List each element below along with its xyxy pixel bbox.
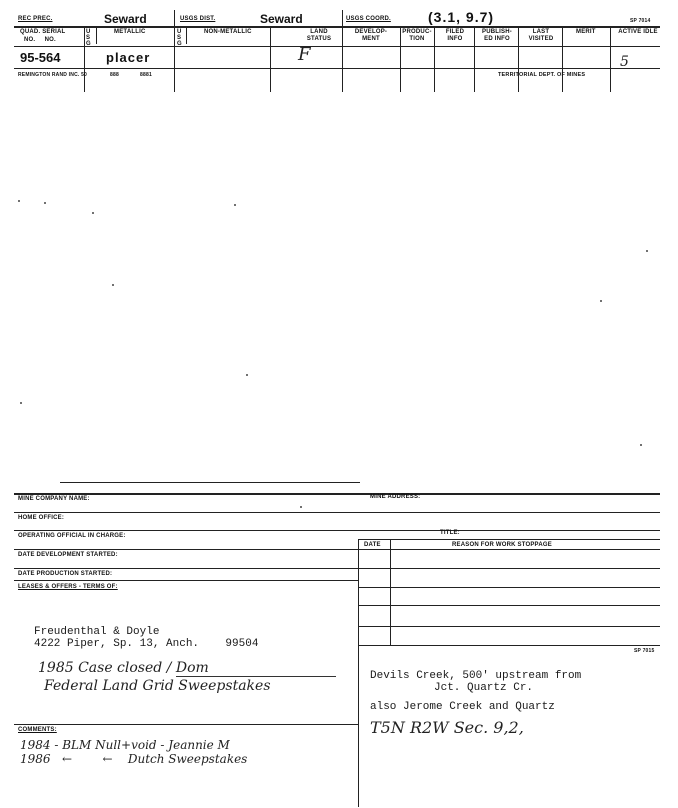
- title-label: TITLE:: [440, 530, 460, 536]
- col-non-metallic: NON-METALLIC: [204, 29, 252, 35]
- mine-company-name-label: MINE COMPANY NAME:: [18, 496, 90, 502]
- col-div-5: [400, 26, 401, 92]
- location-line-2: Jct. Quartz Cr.: [434, 682, 534, 694]
- active-mark: 5: [620, 54, 629, 70]
- reason-col-label: REASON FOR WORK STOPPAGE: [452, 542, 552, 548]
- company-rule-top: [60, 482, 360, 483]
- col-active-idle: ACTIVE IDLE: [618, 29, 658, 35]
- printer-code-2: 8881: [140, 72, 152, 78]
- speck: [300, 506, 302, 508]
- col-div-u1: [96, 26, 97, 44]
- col-div-u2: [186, 26, 187, 44]
- leases-line-2: 4222 Piper, Sp. 13, Anch. 99504: [34, 638, 259, 650]
- speck: [600, 300, 602, 302]
- company-rule: [14, 493, 660, 495]
- official-rule: [14, 530, 660, 531]
- stoppage-row-3: [358, 626, 660, 627]
- record-metallic: placer: [106, 50, 151, 65]
- speck: [44, 202, 46, 204]
- form-code: SP 7014: [630, 18, 651, 24]
- form-code-2: SP 7015: [634, 648, 655, 654]
- operating-official-label: OPERATING OFFICIAL IN CHARGE:: [18, 533, 126, 539]
- col-div-7: [474, 26, 475, 92]
- leases-handwriting-2: Federal Land Grid Sweepstakes: [44, 678, 271, 694]
- usgs-dist-value: Seward: [260, 12, 303, 26]
- usgs-u-right: U S G: [177, 29, 182, 47]
- usgs-dist-label: USGS DIST.: [180, 16, 216, 22]
- stoppage-row-2: [358, 605, 660, 606]
- col-div-4: [342, 10, 343, 92]
- mid-divider: [358, 539, 359, 807]
- col-div-1: [84, 26, 85, 92]
- leases-line-1: Freudenthal & Doyle: [34, 626, 160, 638]
- col-div-3: [270, 26, 271, 92]
- col-metallic: METALLIC: [114, 29, 146, 35]
- printer-code: REMINGTON RAND INC. 50: [18, 72, 88, 78]
- col-div-10: [610, 26, 611, 92]
- leases-rule: [14, 580, 358, 581]
- speck: [246, 374, 248, 376]
- usgs-coord-label: USGS COORD.: [346, 16, 391, 22]
- header-top-rule: [14, 26, 660, 28]
- comments-handwriting-2: 1986 ← ← Dutch Sweepstakes: [20, 752, 248, 766]
- speck: [20, 402, 22, 404]
- record-row-top: [14, 46, 660, 47]
- speck: [234, 204, 236, 206]
- stoppage-row-4: [358, 645, 660, 646]
- speck: [18, 200, 20, 202]
- col-production: PRODUC- TION: [402, 29, 432, 42]
- speck: [640, 444, 642, 446]
- date-prod-started-label: DATE PRODUCTION STARTED:: [18, 571, 113, 577]
- comments-handwriting-1: 1984 - BLM Null+void - Jeannie M: [20, 738, 230, 752]
- record-row-bottom: [14, 68, 660, 69]
- usgs-coord-value: (3.1, 9.7): [428, 9, 495, 25]
- col-merit: MERIT: [576, 29, 596, 35]
- col-no-no: NO. NO.: [24, 37, 56, 43]
- dev-started-rule: [14, 549, 660, 550]
- date-col-divider: [390, 539, 391, 645]
- record-serial: 95-564: [20, 50, 61, 65]
- col-last-visited: LAST VISITED: [528, 29, 554, 42]
- col-development: DEVELOP- MENT: [354, 29, 388, 42]
- prod-started-rule: [14, 568, 660, 569]
- territorial-dept: TERRITORIAL DEPT. OF MINES: [498, 72, 586, 78]
- location-line-3: also Jerome Creek and Quartz: [370, 701, 555, 713]
- col-div-2: [174, 10, 175, 92]
- col-filed-info: FILED INFO: [445, 29, 465, 42]
- home-office-label: HOME OFFICE:: [18, 515, 65, 521]
- rec-prec-value: Seward: [104, 12, 147, 26]
- speck: [112, 284, 114, 286]
- comments-rule: [14, 724, 358, 725]
- date-col-label: DATE: [364, 542, 381, 548]
- col-published-info: PUBLISH- ED INFO: [482, 29, 512, 42]
- col-div-8: [518, 26, 519, 92]
- rec-prec-label: REC PREC.: [18, 16, 53, 22]
- printer-code-1: 888: [110, 72, 119, 78]
- col-div-9: [562, 26, 563, 92]
- leases-offers-label: LEASES & OFFERS - TERMS OF:: [18, 584, 118, 590]
- col-land-status: LAND STATUS: [306, 29, 332, 42]
- date-dev-started-label: DATE DEVELOPMENT STARTED:: [18, 552, 118, 558]
- col-div-6: [434, 26, 435, 92]
- comments-label: COMMENTS:: [18, 727, 57, 733]
- speck: [646, 250, 648, 252]
- usgs-u-left: U S G: [86, 29, 91, 47]
- location-line-1: Devils Creek, 500' upstream from: [370, 670, 582, 682]
- stoppage-header-rule: [358, 539, 660, 540]
- location-handwriting: T5N R2W Sec. 9,2,: [370, 718, 524, 737]
- leases-handwriting-1: 1985 Case closed / Dom: [38, 660, 209, 676]
- home-office-rule: [14, 512, 660, 513]
- col-quad-serial: QUAD. SERIAL: [20, 29, 66, 35]
- speck: [92, 212, 94, 214]
- hand-underline: [176, 676, 336, 677]
- mine-address-label: MINE ADDRESS:: [370, 494, 421, 500]
- land-status-mark: F: [298, 44, 311, 65]
- stoppage-row-1: [358, 587, 660, 588]
